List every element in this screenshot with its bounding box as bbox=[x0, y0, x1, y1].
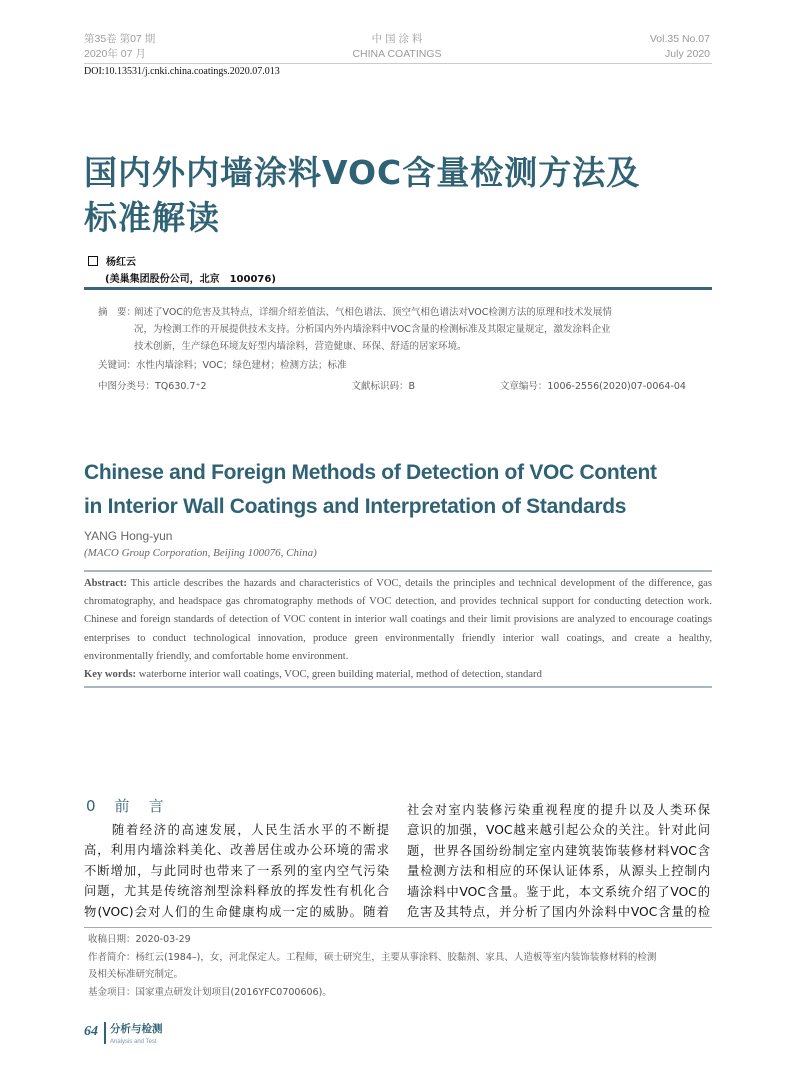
fund-info: 基金项目：国家重点研发计划项目(2016YFC0700606)。 bbox=[88, 986, 332, 998]
keywords-cn: 关键词：水性内墙涂料；VOC；绿色建材；检测方法；标准 bbox=[98, 360, 347, 371]
title-en-line: in Interior Wall Coatings and Interpretation of Standards bbox=[84, 495, 627, 518]
author-bio: 作者简介：杨红云(1984–)，女，河北保定人。工程师，硕士研究生，主要从事涂料、胶黏剂、家具、人造板等室内装饰装修材料的检测 bbox=[88, 951, 657, 963]
title-cn-line: 标准解读 bbox=[84, 198, 220, 237]
keywords-en-label: Key words: bbox=[84, 669, 137, 681]
body-column-left bbox=[84, 820, 389, 922]
abstract-en bbox=[84, 575, 712, 684]
page-number: 64 bbox=[84, 1024, 98, 1039]
body-line: 社会对室内装修污染重视程度的提升以及人类环保 bbox=[407, 803, 710, 817]
classification-row bbox=[98, 378, 686, 392]
volume-issue-en: Vol.35 No.07 bbox=[649, 33, 710, 45]
keywords-en: waterborne interior wall coatings, VOC, green building material, method of detection, standard bbox=[138, 669, 542, 681]
title-cn-line: 国内外内墙涂料VOC含量检测方法及 bbox=[84, 153, 641, 192]
author-bio: 及相关标准研究制定。 bbox=[88, 969, 184, 980]
body-line: 问题，尤其是传统溶剂型涂料释放的挥发性有机化合 bbox=[84, 884, 389, 899]
document-code: 文献标识码：B bbox=[351, 381, 415, 392]
title-en bbox=[84, 456, 724, 524]
footer-bar bbox=[104, 1022, 106, 1044]
author-cn-row bbox=[88, 253, 136, 268]
affiliation-en: (MACO Group Corporation, Beijing 100076, China) bbox=[84, 547, 317, 559]
clc-number: 中图分类号：TQ630.7⁺2 bbox=[98, 381, 207, 392]
abstract-top-rule bbox=[84, 570, 712, 572]
body-line: 量检测方法和相应的环保认证体系，从源头上控制内 bbox=[407, 864, 710, 879]
article-number: 文章编号：1006-2556(2020)07-0064-04 bbox=[499, 381, 686, 392]
footer-section-cn: 分析与检测 bbox=[110, 1023, 163, 1035]
affiliation-cn: (美巢集团股份公司，北京 100076) bbox=[105, 274, 276, 285]
body-line: 物(VOC)会对人们的生命健康构成一定的威胁。随着 bbox=[84, 904, 389, 919]
volume-issue-cn: 第35卷 第07 期 bbox=[84, 33, 156, 45]
journal-issue-en bbox=[650, 32, 710, 62]
abstract-cn bbox=[98, 304, 698, 374]
footnotes bbox=[88, 931, 712, 1001]
abstract-cn-line: 技术创新，生产绿色环境友好型内墙涂料，营造健康、环保、舒适的居家环境。 bbox=[134, 341, 467, 352]
body-line: 高，利用内墙涂料美化、改善居住或办公环境的需求 bbox=[84, 843, 389, 858]
title-en-line: Chinese and Foreign Methods of Detection of VOC Content bbox=[84, 461, 657, 484]
author-en: YANG Hong-yun bbox=[84, 529, 173, 543]
title-divider bbox=[84, 287, 712, 290]
header-divider bbox=[84, 63, 712, 64]
date-en: July 2020 bbox=[665, 48, 710, 60]
title-cn bbox=[84, 150, 724, 240]
abstract-cn-line: 况，为检测工作的开展提供技术支持。分析国内外内墙涂料中VOC含量的检测标准及其限定量规定，激发涂料企业 bbox=[134, 324, 611, 335]
journal-issue-cn bbox=[84, 32, 155, 62]
footnote-divider bbox=[84, 927, 712, 928]
footer-section-en: Analysis and Test bbox=[110, 1039, 157, 1045]
abstract-bottom-rule bbox=[84, 686, 712, 688]
author-cn: 杨红云 bbox=[106, 257, 136, 268]
journal-name-en: CHINA COATINGS bbox=[352, 48, 442, 60]
body-column-right bbox=[407, 800, 710, 922]
abstract-cn-label: 摘 要： bbox=[98, 307, 137, 318]
abstract-en-label: Abstract: bbox=[84, 578, 127, 589]
section-heading: 0 前 言 bbox=[86, 797, 166, 815]
body-line: 墙涂料中VOC含量。鉴于此，本文系统介绍了VOC的 bbox=[407, 884, 710, 899]
journal-name-cn: 中 国 涂 料 bbox=[371, 33, 423, 45]
body-line: 随着经济的高速发展，人民生活水平的不断提 bbox=[84, 823, 389, 837]
body-line: 意识的加强，VOC越来越引起公众的关注。针对此问 bbox=[407, 823, 710, 838]
journal-name bbox=[297, 32, 497, 62]
received-date: 收稿日期：2020-03-29 bbox=[88, 934, 191, 945]
doi: DOI:10.13531/j.cnki.china.coatings.2020.07.013 bbox=[84, 66, 280, 77]
abstract-en-text: This article describes the hazards and characteristics of VOC, details the principles and technical development of the difference, gas chromatography, and headspace gas chromatography methods of VOC detection, and provides technical support for conducting detection work. Chinese and foreign standards of detection of VOC content in interior wall coatings and their limit provisions are analyzed to encourage coatings enterprises to conduct technological innovation, produce green environmentally friendly interior wall coatings, and create a healthy, environmentally friendly, and comfortable home environment. bbox=[84, 578, 712, 662]
body-line: 题，世界各国纷纷制定室内建筑装饰装修材料VOC含 bbox=[407, 843, 710, 858]
date-cn: 2020年 07 月 bbox=[84, 48, 146, 60]
body-line: 危害及其特点，并分析了国内外涂料中VOC含量的检 bbox=[407, 904, 710, 919]
square-bullet-icon bbox=[88, 256, 98, 266]
abstract-cn-line: 阐述了VOC的危害及其特点，详细介绍差值法、气相色谱法、顶空气相色谱法对VOC检测方法的原理和技术发展情 bbox=[134, 307, 612, 318]
body-line: 不断增加，与此同时也带来了一系列的室内空气污染 bbox=[84, 863, 389, 878]
